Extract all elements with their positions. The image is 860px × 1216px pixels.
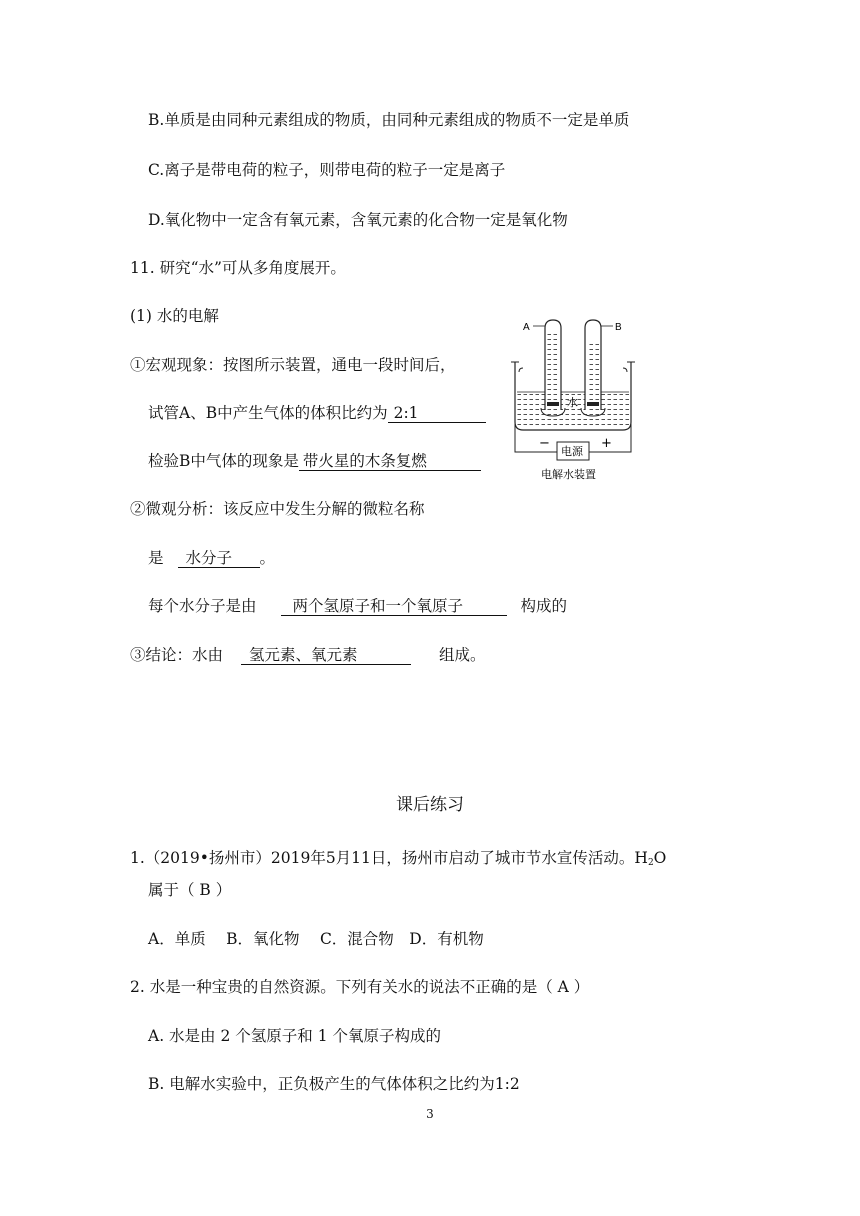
electrolysis-apparatus-diagram — [505, 312, 640, 484]
macro-observation: ①宏观现象：按图所示装置，通电一段时间后， — [130, 356, 456, 374]
conclusion-suffix: 组成。 — [439, 646, 486, 664]
water-label: 水 — [567, 396, 578, 409]
test-prompt: 检验B中气体的现象是 — [148, 452, 299, 470]
exercise-1-line-1 — [130, 848, 666, 873]
ratio-prompt: 试管A、B中产生气体的体积比约为 — [148, 404, 388, 422]
exercise-2-option-b: B. 电解水实验中，正负极产生的气体体积之比约为1:2 — [148, 1075, 520, 1093]
minus-label: − — [539, 436, 550, 451]
ratio-answer: 2:1 — [388, 404, 486, 423]
plus-label: + — [601, 436, 612, 451]
subsection-electrolysis: (1) 水的电解 — [130, 307, 219, 325]
option-c-line: C.离子是带电荷的粒子，则带电荷的粒子一定是离子 — [148, 161, 506, 179]
question-11: 11. 研究“水”可从多角度展开。 — [130, 259, 346, 277]
section-title: 课后练习 — [396, 795, 464, 815]
exercise-2-option-a: A. 水是由 2 个氢原子和 1 个氧原子构成的 — [148, 1027, 441, 1045]
composition-suffix: 构成的 — [520, 597, 568, 615]
conclusion-prompt: ③结论：水由 — [130, 646, 224, 664]
composition-answer: 两个氢原子和一个氧原子 — [281, 597, 507, 616]
micro-analysis: ②微观分析：该反应中发生分解的微粒名称 — [130, 500, 425, 518]
exercise-1-line-2: 属于（ B ） — [148, 881, 232, 899]
power-label: 电源 — [561, 445, 583, 458]
micro-end: 。 — [259, 549, 276, 567]
label-a: A — [523, 322, 530, 333]
diagram-caption: 电解水装置 — [541, 468, 596, 481]
h2o-o: O — [653, 849, 667, 867]
molecule-composition-line — [148, 596, 567, 616]
option-d-line: D.氧化物中一定含有氧元素，含氧元素的化合物一定是氧化物 — [148, 211, 568, 229]
composition-prompt: 每个水分子是由 — [148, 597, 257, 615]
ratio-line — [148, 403, 486, 423]
exercise-2: 2. 水是一种宝贵的自然资源。下列有关水的说法不正确的是（ A ） — [130, 978, 590, 996]
micro-answer-line — [148, 548, 275, 568]
page-number: 3 — [426, 1107, 434, 1121]
conclusion-answer: 氢元素、氧元素 — [241, 646, 411, 665]
label-b: B — [615, 322, 622, 333]
micro-answer: 水分子 — [178, 549, 260, 568]
micro-is: 是 — [148, 549, 164, 567]
option-b-line: B.单质是由同种元素组成的物质，由同种元素组成的物质不一定是单质 — [148, 111, 630, 129]
test-line — [148, 451, 481, 471]
conclusion-line — [130, 645, 486, 665]
h2o-subscript: 2 — [647, 858, 654, 868]
exercise-1-text: 1.（2019•扬州市）2019年5月11日，扬州市启动了城市节水宣传活动。H — [130, 849, 648, 867]
exercise-1-options: A．单质 B．氧化物 C．混合物 D．有机物 — [148, 930, 484, 948]
test-answer: 带火星的木条复燃 — [299, 452, 481, 471]
